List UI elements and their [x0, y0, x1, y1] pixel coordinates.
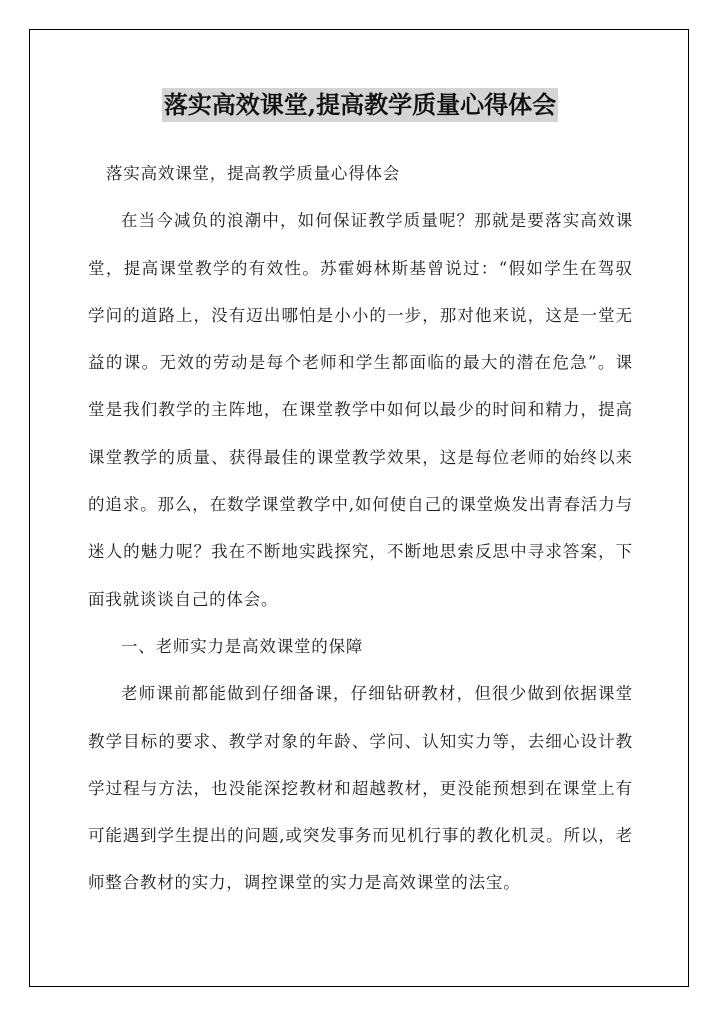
title-block	[0, 88, 720, 122]
section-heading: 一、老师实力是高效课堂的保障	[121, 636, 364, 656]
intro-paragraph: 在当今减负的浪潮中，如何保证教学质量呢？那就是要落实高效课堂，提高课堂教学的有效性。苏霍姆林斯基曾说过：“假如学生在驾驭学问的道路上，没有迈出哪怕是小小的一步，那对他来说，这是一堂无益的课。无效的劳动是每个老师和学生都面临的最大的潜在危急”。课堂是我们教学的主阵地，在课堂教学中如何以最少的时间和精力，提高课堂教学的质量、获得最佳的课堂教学效果，这是每位老师的始终以来的追求。那么，在数学课堂教学中,如何使自己的课堂焕发出青春活力与迷人的魅力呢？我在不断地实践探究，不断地思索反思中寻求答案，下面我就谈谈自己的体会。	[88, 211, 633, 609]
document-subtitle: 落实高效课堂，提高教学质量心得体会	[106, 164, 401, 183]
document-body	[88, 150, 633, 907]
document-title: 落实高效课堂,提高教学质量心得体会	[162, 88, 558, 122]
section-paragraph: 老师课前都能做到仔细备课，仔细钻研教材，但很少做到依据课堂教学目标的要求、教学对象的年龄、学问、认知实力等，去细心设计教学过程与方法，也没能深挖教材和超越教材，更没能预想到在课堂上有可能遇到学生提出的问题,或突发事务而见机行事的教化机灵。所以，老师整合教材的实力，调控课堂的实力是高效课堂的法宝。	[88, 684, 633, 893]
